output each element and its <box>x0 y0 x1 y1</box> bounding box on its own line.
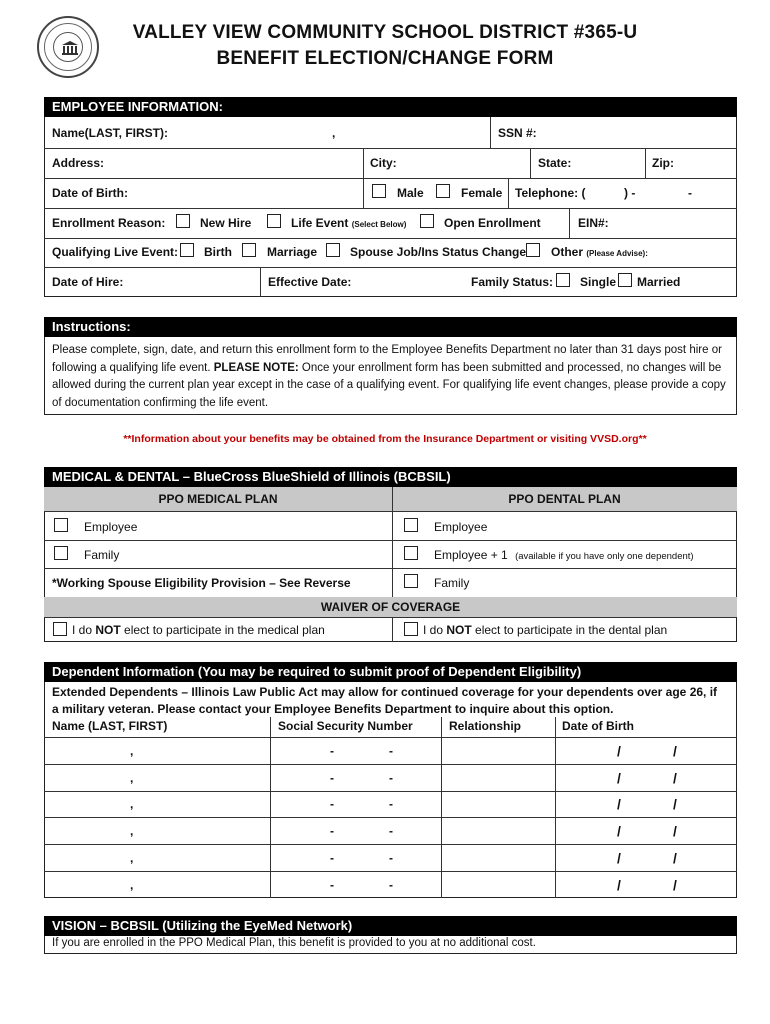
medical-family-label: Family <box>84 548 120 562</box>
open-enrollment-label: Open Enrollment <box>444 216 541 230</box>
dental-employee-label: Employee <box>434 520 488 534</box>
waiver-medical-label: I do NOT elect to participate in the medical plan <box>72 623 325 637</box>
male-label: Male <box>397 186 424 200</box>
waiver-dental-checkbox[interactable] <box>404 622 418 636</box>
spouse-change-checkbox[interactable] <box>326 243 340 257</box>
female-checkbox[interactable] <box>436 184 450 198</box>
waiver-dental-label: I do NOT elect to participate in the dental plan <box>423 623 668 637</box>
extended-dependents-line1: Extended Dependents – Illinois Law Public Act may allow for continued coverage for your dependents over age 26, if <box>52 685 718 699</box>
medical-employee-checkbox[interactable] <box>54 518 68 532</box>
dependents-header: Dependent Information (You may be required to submit proof of Dependent Eligibility) <box>44 662 737 682</box>
ein-label: EIN#: <box>578 216 609 230</box>
name-comma: , <box>332 126 336 140</box>
other-note: (Please Advise): <box>586 249 648 258</box>
dental-employee-plus1-checkbox[interactable] <box>404 546 418 560</box>
hire-date-label: Date of Hire: <box>52 275 124 289</box>
telephone-close: ) - <box>624 186 636 200</box>
birth-label: Birth <box>204 245 232 259</box>
married-checkbox[interactable] <box>618 273 632 287</box>
waiver-header: WAIVER OF COVERAGE <box>44 597 737 617</box>
dental-family-label: Family <box>434 576 470 590</box>
other-label: Other (Please Advise): <box>551 245 648 259</box>
effective-date-label: Effective Date: <box>268 275 352 289</box>
info-notice: **Information about your benefits may be obtained from the Insurance Department or visiting VVSD.org** <box>123 433 647 445</box>
married-label: Married <box>637 275 681 289</box>
dental-employee-plus1-label: Employee + 1 (available if you have only one dependent) <box>434 548 694 562</box>
form-title-line1: VALLEY VIEW COMMUNITY SCHOOL DISTRICT #365-U <box>132 22 638 43</box>
dental-employee-checkbox[interactable] <box>404 518 418 532</box>
extended-dependents-line2: a military veteran. Please contact your Employee Benefits Department to inquire about this option. <box>52 702 614 716</box>
waiver-medical-checkbox[interactable] <box>53 622 67 636</box>
dob-label: Date of Birth: <box>52 186 128 200</box>
ssn-label: SSN #: <box>498 126 537 140</box>
dental-family-checkbox[interactable] <box>404 574 418 588</box>
family-status-label: Family Status: <box>471 275 554 289</box>
single-checkbox[interactable] <box>556 273 570 287</box>
birth-checkbox[interactable] <box>180 243 194 257</box>
new-hire-label: New Hire <box>200 216 252 230</box>
life-event-label: Life Event (Select Below) <box>291 216 407 230</box>
marriage-label: Marriage <box>267 245 318 259</box>
form-title-line2: BENEFIT ELECTION/CHANGE FORM <box>216 48 554 69</box>
dental-plan-header: PPO DENTAL PLAN <box>392 487 737 511</box>
other-checkbox[interactable] <box>526 243 540 257</box>
medical-employee-label: Employee <box>84 520 138 534</box>
vision-header: VISION – BCBSIL (Utilizing the EyeMed Network) <box>44 916 737 936</box>
col-name-header: Name (LAST, FIRST) <box>52 719 168 733</box>
marriage-checkbox[interactable] <box>242 243 256 257</box>
medical-dental-header: MEDICAL & DENTAL – BlueCross BlueShield of Illinois (BCBSIL) <box>44 467 737 487</box>
working-spouse-provision: *Working Spouse Eligibility Provision – See Reverse <box>52 576 351 590</box>
state-label: State: <box>538 156 572 170</box>
dental-plus1-note: (available if you have only one dependent) <box>515 551 694 562</box>
employee-info-header: EMPLOYEE INFORMATION: <box>44 97 737 117</box>
telephone-label: Telephone: ( <box>515 186 586 200</box>
open-enrollment-checkbox[interactable] <box>420 214 434 228</box>
qualifying-event-label: Qualifying Live Event: <box>52 245 179 259</box>
vision-text: If you are enrolled in the PPO Medical Plan, this benefit is provided to you at no additional cost. <box>52 937 536 949</box>
enrollment-reason-label: Enrollment Reason: <box>52 216 166 230</box>
zip-label: Zip: <box>652 156 674 170</box>
name-label: Name(LAST, FIRST): <box>52 126 169 140</box>
col-ssn-header: Social Security Number <box>278 719 413 733</box>
life-event-checkbox[interactable] <box>267 214 281 228</box>
spouse-change-label: Spouse Job/Ins Status Change <box>350 245 527 259</box>
life-event-note: (Select Below) <box>351 220 407 229</box>
instructions-text: Please complete, sign, date, and return this enrollment form to the Employee Benefits Department no later than 31 days post hire or following a qualifying life event. PLEASE NOTE: Once your enrollment form has been submitted and processed, no changes will be allowed during the current plan year except in the case of a qualifying event. For qualifying life event changes, please provide a copy of documentation confirming the life event. <box>52 344 726 409</box>
female-label: Female <box>461 186 503 200</box>
address-label: Address: <box>52 156 105 170</box>
telephone-dash: - <box>688 186 692 200</box>
col-dob-header: Date of Birth <box>562 719 634 733</box>
single-label: Single <box>580 275 617 289</box>
medical-plan-header: PPO MEDICAL PLAN <box>44 487 392 511</box>
city-label: City: <box>370 156 397 170</box>
new-hire-checkbox[interactable] <box>176 214 190 228</box>
instructions-header: Instructions: <box>44 317 737 337</box>
male-checkbox[interactable] <box>372 184 386 198</box>
medical-family-checkbox[interactable] <box>54 546 68 560</box>
col-relationship-header: Relationship <box>449 719 522 733</box>
